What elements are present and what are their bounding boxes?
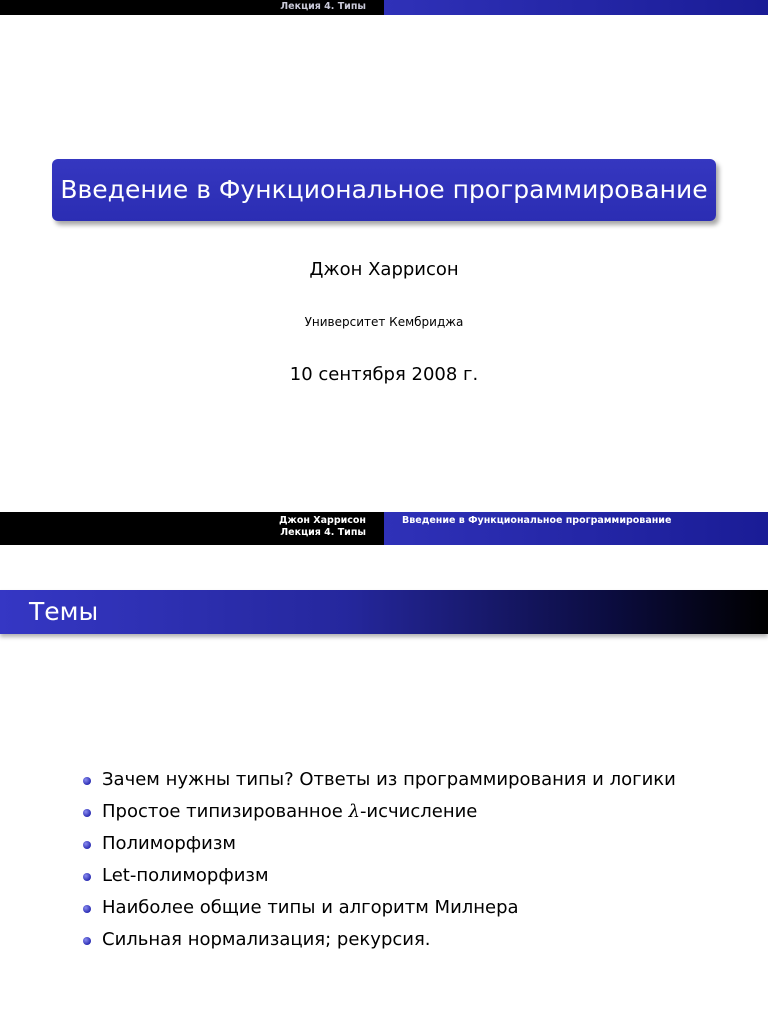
- list-item-text: Простое типизированное: [102, 801, 349, 822]
- topics-slide: [0, 512, 768, 1024]
- bullet-icon: [83, 809, 91, 817]
- bullet-icon: [83, 777, 91, 785]
- institute-name: Университет Кембриджа: [304, 315, 464, 329]
- header-title-bar: [384, 0, 768, 15]
- list-item-text: Зачем нужны типы? Ответы из программирования и логики: [102, 769, 676, 790]
- header-section-label: Лекция 4. Типы: [0, 0, 384, 15]
- list-item: [80, 796, 676, 828]
- list-item-text: Полиморфизм: [102, 833, 237, 854]
- bullet-icon: [83, 905, 91, 913]
- bullet-icon: [83, 841, 91, 849]
- list-item-text: Наиболее общие типы и алгоритм Милнера: [102, 897, 519, 918]
- slide-header: [0, 512, 768, 545]
- header-author: Джон Харрисон: [278, 515, 366, 526]
- bullet-icon: [83, 937, 91, 945]
- list-item-text: Let-полиморфизм: [102, 865, 269, 886]
- list-item: [80, 860, 676, 892]
- list-item: [80, 828, 676, 860]
- list-item: [80, 764, 676, 796]
- frame-title: Темы: [29, 597, 99, 626]
- frame-title-bar: [0, 590, 768, 634]
- slide-header: [0, 0, 768, 15]
- lambda-symbol: λ: [348, 801, 360, 822]
- list-item: [80, 924, 676, 956]
- presentation-date: 10 сентября 2008 г.: [289, 364, 479, 385]
- header-section-label: Лекция 4. Типы: [280, 527, 366, 538]
- bullet-icon: [83, 873, 91, 881]
- presentation-title: Введение в Функциональное программирование: [60, 175, 708, 204]
- author-name: Джон Харрисон: [309, 259, 459, 280]
- header-presentation-title: Введение в Функциональное программирование: [384, 512, 768, 545]
- header-author-section: [0, 512, 384, 545]
- presentation-title-box: [52, 159, 716, 221]
- list-item-text-suffix: -исчисление: [359, 801, 478, 822]
- topics-list: [80, 764, 676, 956]
- list-item: [80, 892, 676, 924]
- list-item-text: Сильная нормализация; рекурсия.: [102, 929, 431, 950]
